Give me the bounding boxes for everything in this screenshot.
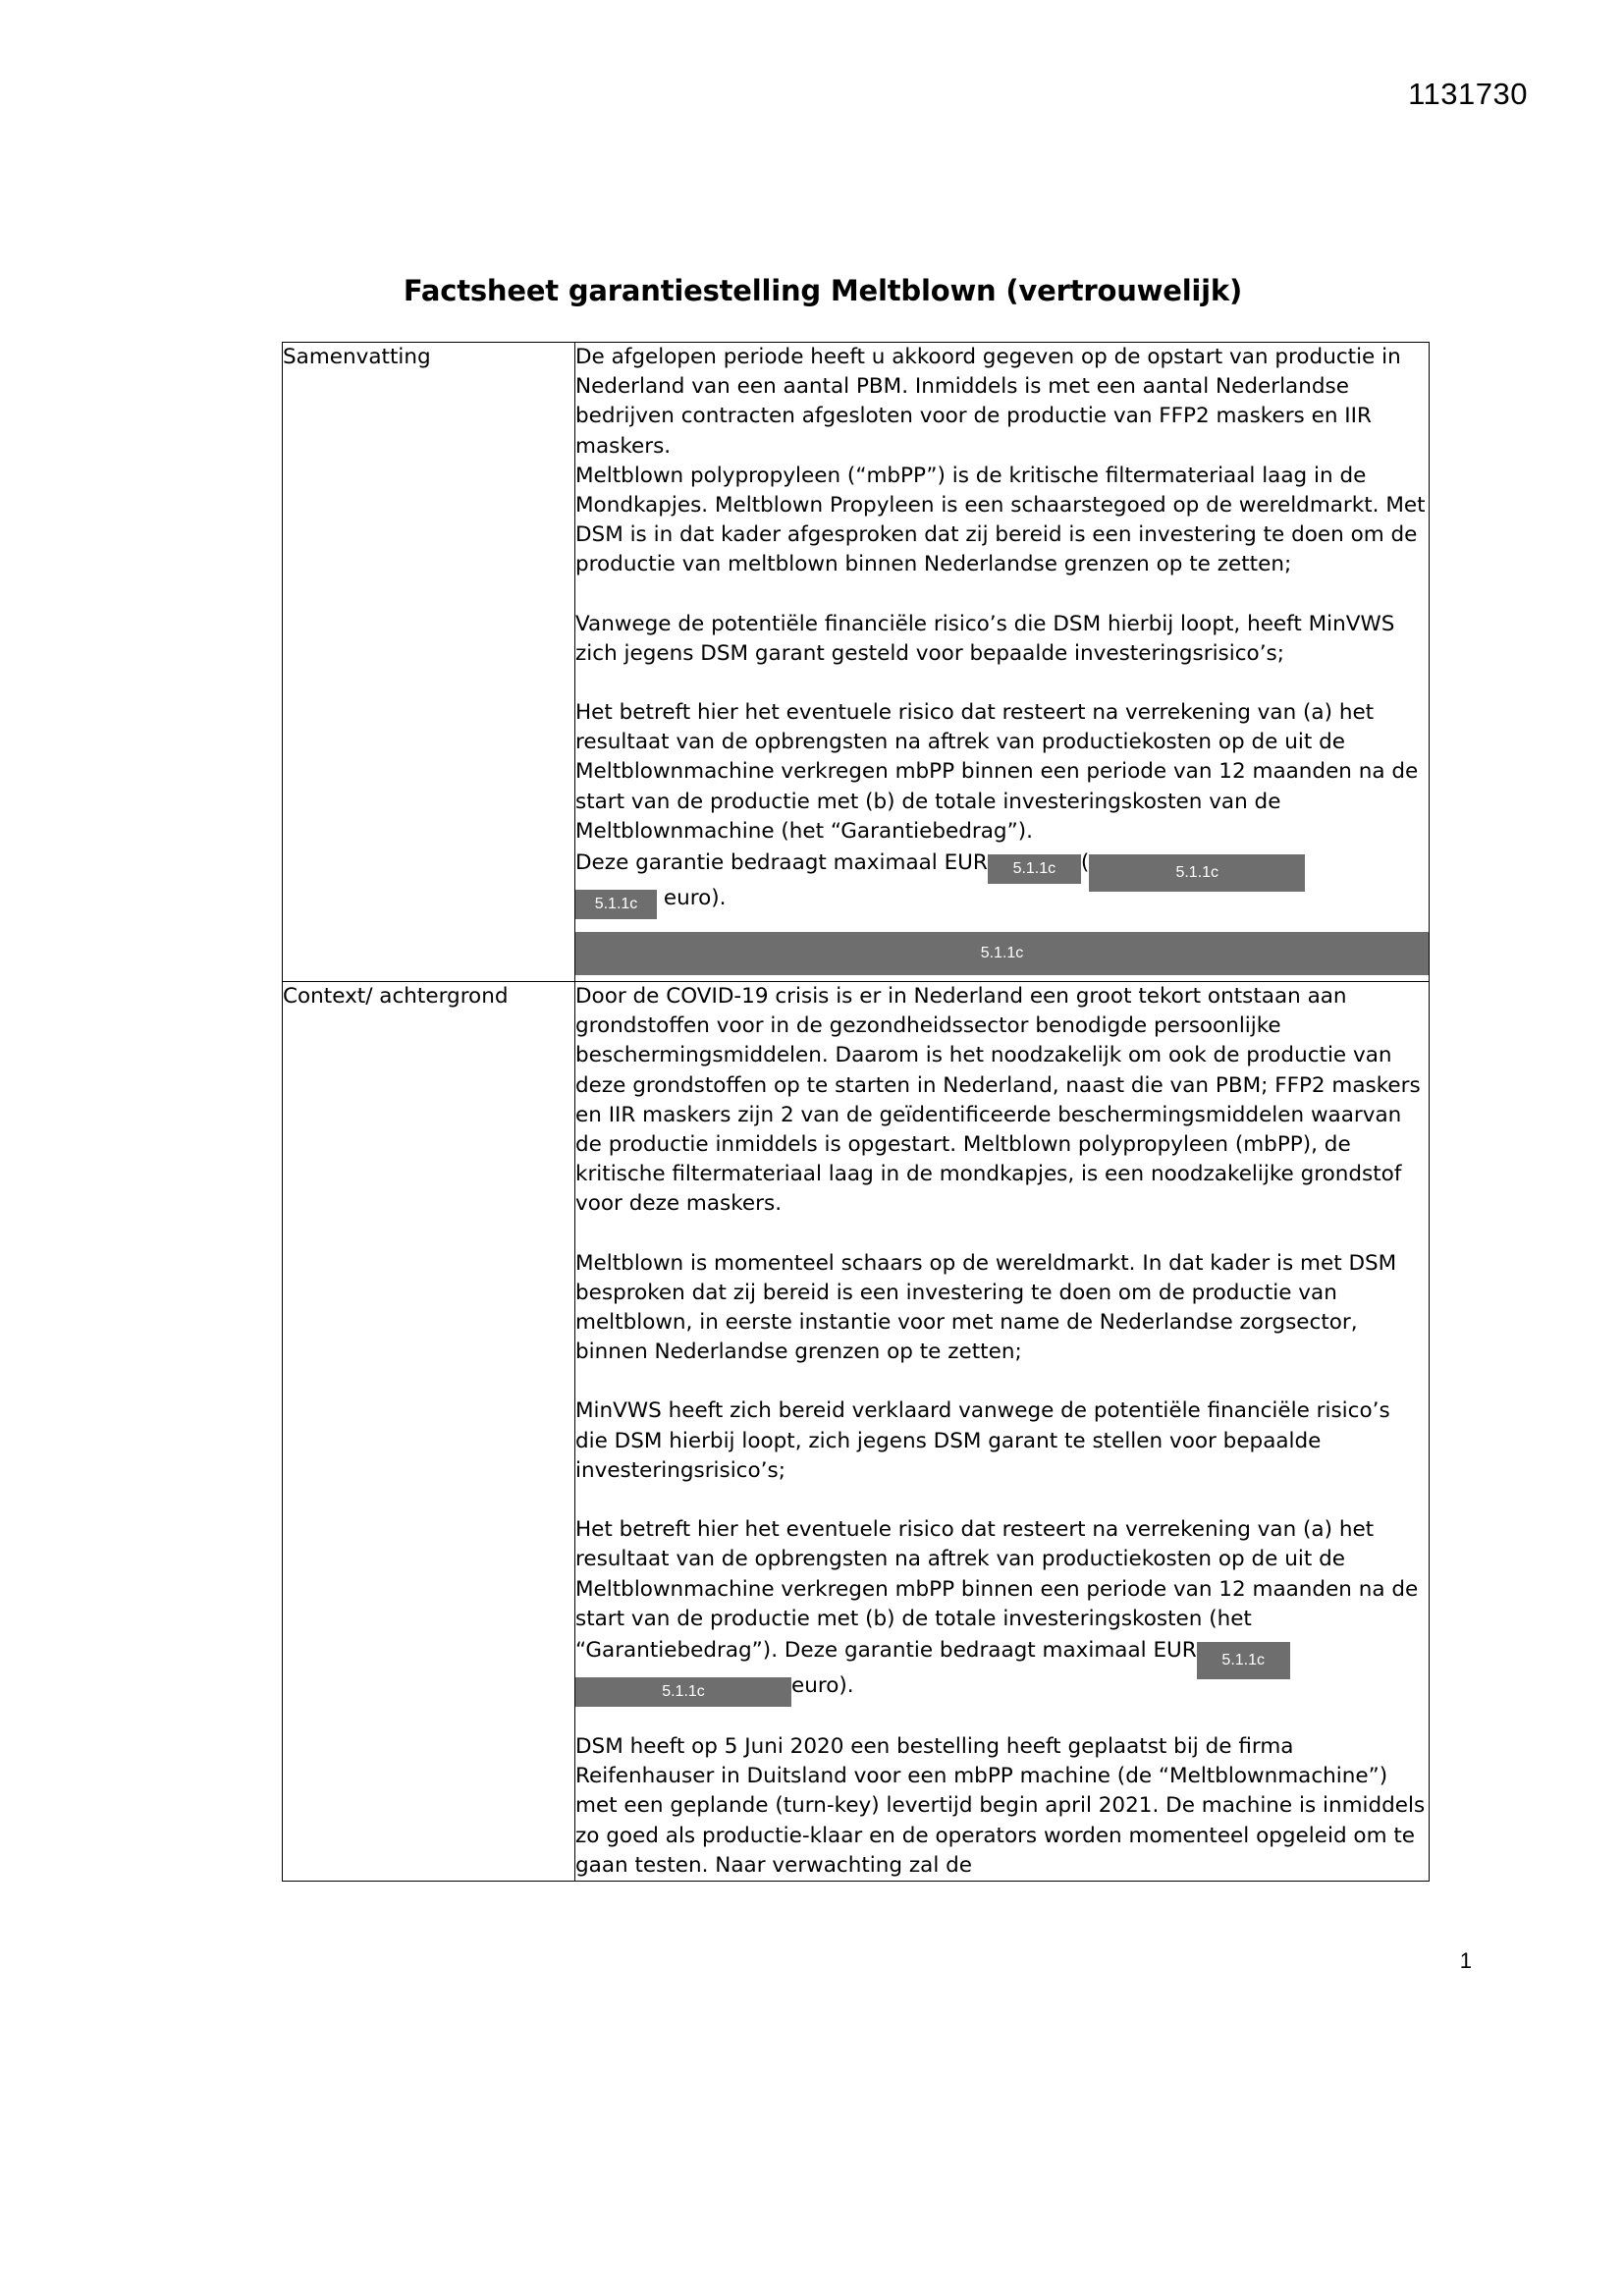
row-body-context <box>575 982 1430 1882</box>
paragraph: DSM heeft op 5 Juni 2020 een bestelling heeft geplaatst bij de firma Reifenhauser in Duitsland voor een mbPP machine (de “Meltblownmachine”) met een geplande (turn-key) levertijd begin april 2021. De machine is inmiddels zo goed als productie-klaar en de operators worden momenteel opgeleid om te gaan testen. Naar verwachting zal de <box>575 1733 1426 1878</box>
paragraph: MinVWS heeft zich bereid verklaard vanwege de potentiële financiële risico’s die DSM hierbij loopt, zich jegens DSM garant te stellen voor bepaalde investeringsrisico’s; <box>575 1398 1390 1483</box>
guarantee-amount-text: Deze garantie bedraagt maximaal EUR <box>575 850 988 876</box>
paragraph: Meltblown polypropyleen (“mbPP”) is de kritische filtermateriaal laag in de Mondkapjes. Meltblown Propyleen is een schaarstegoed op de wereldmarkt. Met DSM is in dat kader afgesproken dat zij bereid is een investering te doen om de productie van meltblown binnen Nederlandse grenzen op te zetten; <box>575 463 1426 577</box>
row-body-samenvatting <box>575 343 1430 982</box>
paragraph-with-redactions <box>575 1515 1429 1703</box>
euro-suffix: euro). <box>663 886 727 911</box>
paragraph: Vanwege de potentiële financiële risico’s die DSM hierbij loopt, heeft MinVWS zich jegens DSM garant gesteld voor bepaalde investeringsrisico’s; <box>575 611 1395 666</box>
paragraph: Het betreft hier het eventuele risico dat resteert na verrekening van (a) het resultaat van de opbrengsten na aftrek van productiekosten op de uit de Meltblownmachine verkregen mbPP binnen een periode van 12 maanden na de start van de productie met (b) de totale investeringskosten van de Meltblownmachine (het “Garantiebedrag”). <box>575 700 1419 844</box>
paragraph: Meltblown is momenteel schaars op de wereldmarkt. In dat kader is met DSM besproken dat zij bereid is een investering te doen om de productie van meltblown, in eerste instantie voor met name de Nederlandse zorgsector, binnen Nederlandse grenzen op te zetten; <box>575 1250 1397 1365</box>
paragraph-with-redactions <box>575 847 1429 915</box>
redaction-box: 5.1.1c <box>988 854 1081 884</box>
guarantee-amount-text: Het betreft hier het eventuele risico dat resteert na verrekening van (a) het resultaat van de opbrengsten na aftrek van productiekosten op de uit de Meltblownmachine verkregen mbPP binnen een periode van 12 maanden na de start van de productie met (b) de totale investeringskosten (het “Garantiebedrag”). Deze garantie bedraagt maximaal EUR <box>575 1517 1419 1663</box>
redaction-box: 5.1.1c <box>575 890 657 919</box>
redaction-box: 5.1.1c <box>1197 1642 1290 1679</box>
redaction-box: 5.1.1c <box>1089 854 1305 892</box>
page-number: 1 <box>1459 1948 1472 1973</box>
paragraph: De afgelopen periode heeft u akkoord gegeven op de opstart van productie in Nederland van een aantal PBM. Inmiddels is met een aantal Nederlandse bedrijven contracten afgesloten voor de productie van FFP2 maskers en IIR maskers. <box>575 345 1401 459</box>
table-row <box>283 982 1430 1882</box>
page-title: Factsheet garantiestelling Meltblown (vertrouwelijk) <box>403 274 1243 307</box>
redaction-box: 5.1.1c <box>575 1677 791 1707</box>
document-number: 1131730 <box>1408 77 1528 111</box>
redaction-bar: 5.1.1c <box>575 932 1429 975</box>
open-paren: ( <box>1080 850 1090 876</box>
table-row <box>283 343 1430 982</box>
euro-suffix: euro). <box>791 1672 854 1698</box>
factsheet-table <box>282 342 1430 1882</box>
paragraph: Door de COVID-19 crisis is er in Nederland een groot tekort ontstaan aan grondstoffen voor in de gezondheidssector benodigde persoonlijke beschermingsmiddelen. Daarom is het noodzakelijk om ook de productie van deze grondstoffen op te starten in Nederland, naast die van PBM; FFP2 maskers en IIR maskers zijn 2 van de geïdentificeerde beschermingsmiddelen waarvan de productie inmiddels is opgestart. Meltblown polypropyleen (mbPP), de kritische filtermateriaal laag in de mondkapjes, is een noodzakelijke grondstof voor deze maskers. <box>575 984 1421 1217</box>
row-label-samenvatting: Samenvatting <box>283 343 575 982</box>
row-label-context: Context/ achtergrond <box>283 982 575 1882</box>
